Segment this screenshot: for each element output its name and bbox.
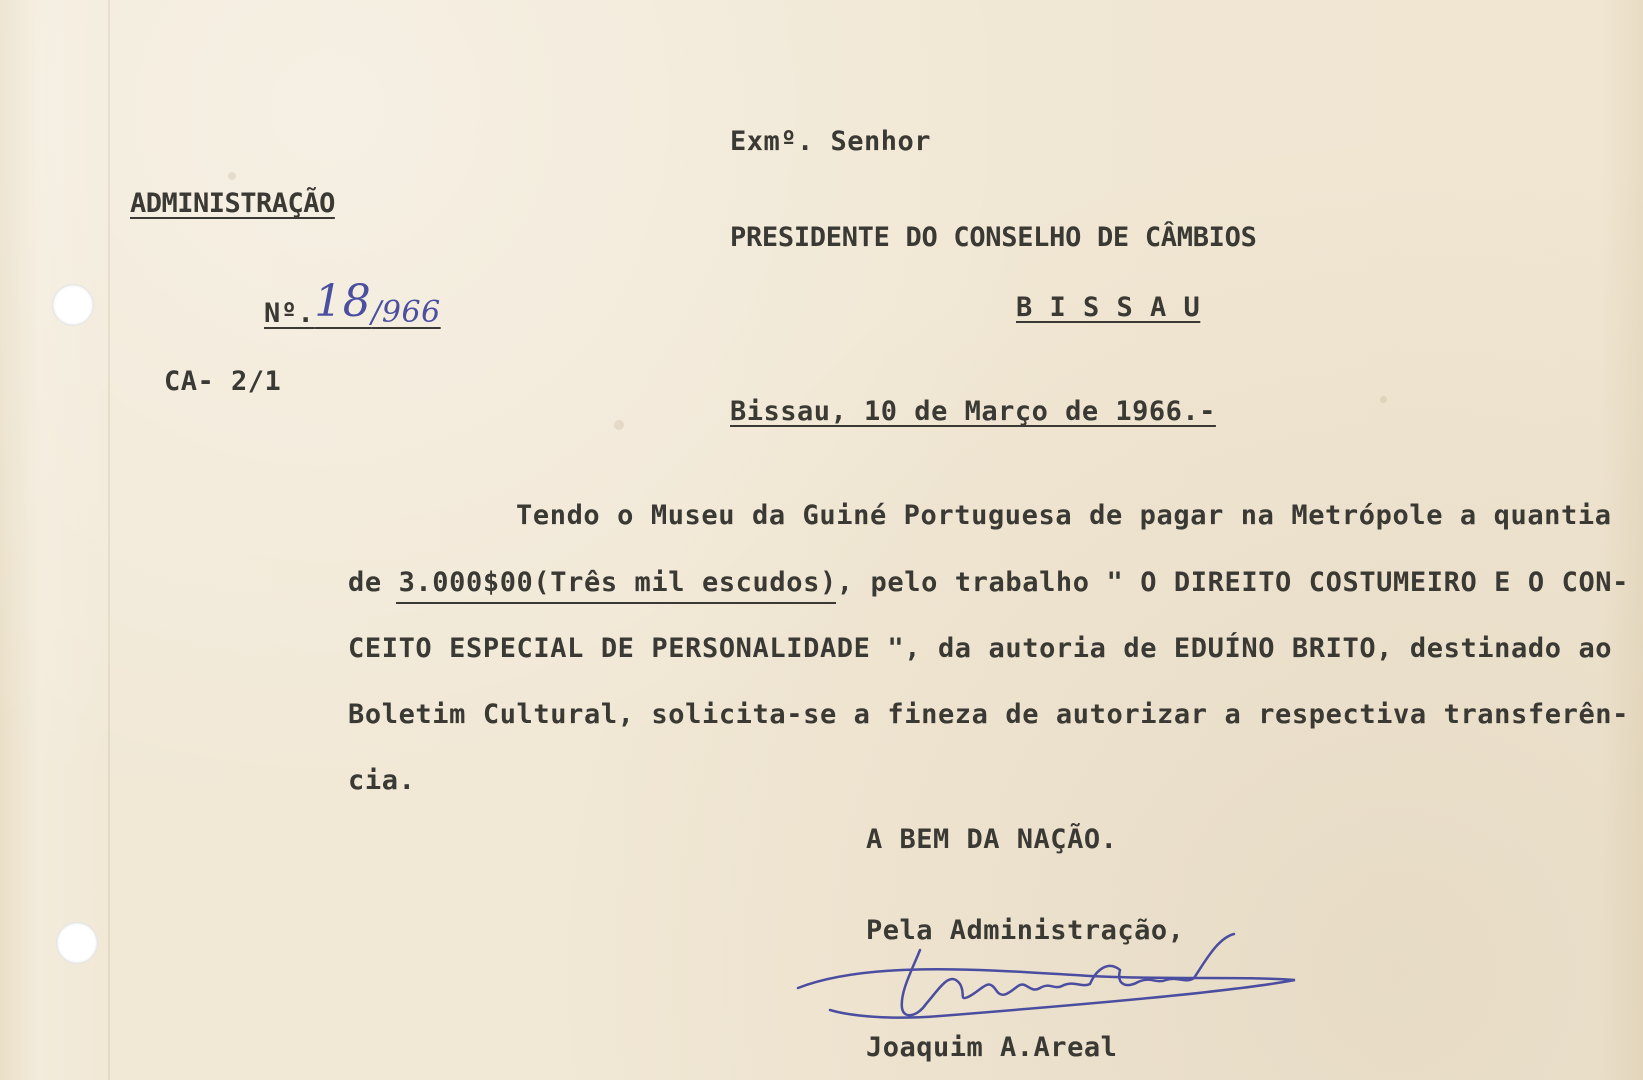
salutation: Exmº. Senhor [730, 126, 932, 157]
body-line: CEITO ESPECIAL DE PERSONALIDADE ", da autoria de EDUÍNO BRITO, destinado ao [348, 633, 1613, 664]
recipient-city: B I S S A U [1016, 292, 1201, 323]
closing-salutation: A BEM DA NAÇÃO. [866, 824, 1118, 855]
punch-hole [56, 922, 98, 964]
page-fold [108, 0, 110, 1080]
paper-stain [228, 172, 236, 180]
number-year: /966 [371, 295, 441, 330]
body-line: Boletim Cultural, solicita-se a fineza de autorizar a respectiva transferên- [348, 699, 1630, 730]
body-line: de 3.000$00(Três mil escudos), pelo trabalho " O DIREITO COSTUMEIRO E O CON- [348, 567, 1630, 598]
document-number [264, 276, 441, 333]
paper-stain [614, 420, 624, 430]
body-line: Tendo o Museu da Guiné Portuguesa de pagar na Metrópole a quantia [516, 500, 1612, 531]
body-line: cia. [348, 765, 416, 796]
paper-stain [1380, 396, 1387, 403]
number-prefix: Nº. [264, 298, 315, 329]
punch-hole [52, 284, 94, 326]
department-label: ADMINISTRAÇÃO [130, 188, 335, 219]
amount-underline [396, 602, 836, 604]
signer-name: Joaquim A.Areal [866, 1032, 1118, 1063]
letter-date: Bissau, 10 de Março de 1966.- [730, 396, 1216, 427]
on-behalf-line: Pela Administração, [866, 915, 1185, 946]
handwritten-signature [790, 930, 1310, 1030]
reference-code: CA- 2/1 [164, 366, 282, 397]
recipient-title: PRESIDENTE DO CONSELHO DE CÂMBIOS [730, 222, 1257, 253]
handwritten-number: 18 [314, 276, 372, 327]
